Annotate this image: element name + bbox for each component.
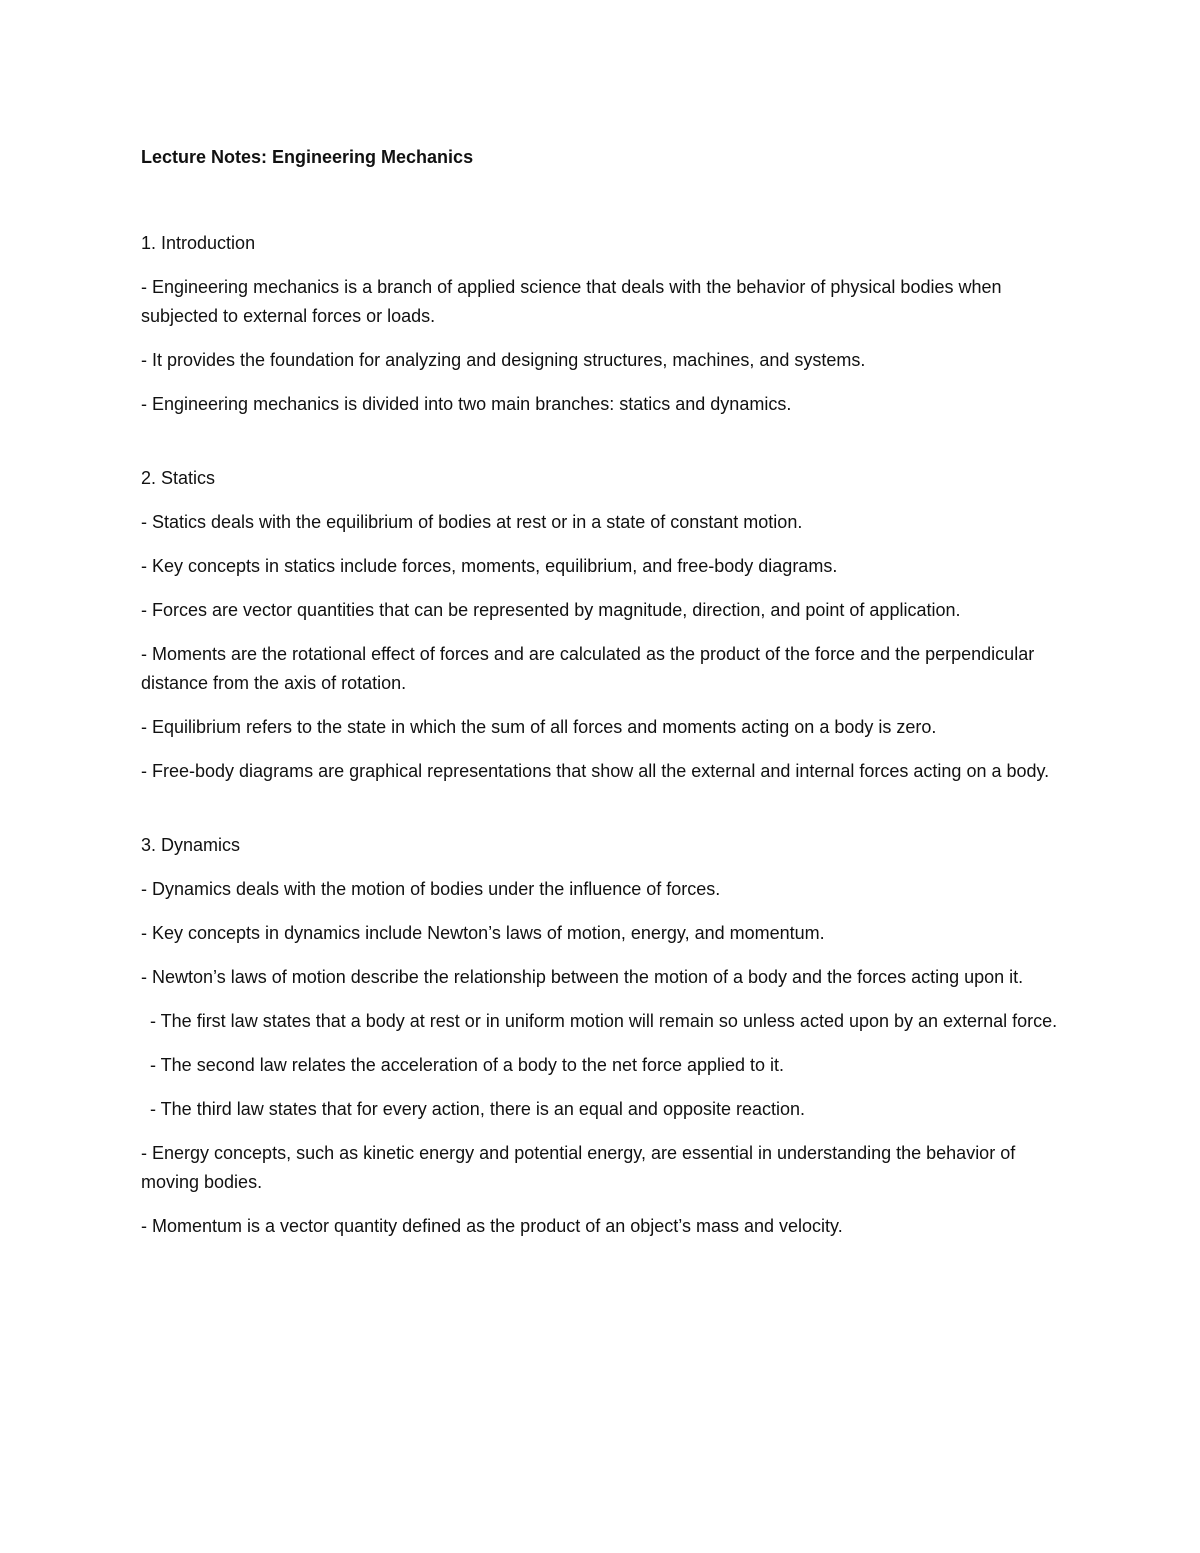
bullet-item: - Forces are vector quantities that can be represented by magnitude, direction, and point of application. — [141, 600, 961, 620]
bullet-item: - Momentum is a vector quantity defined as the product of an object’s mass and velocity. — [141, 1216, 843, 1236]
bullet-item: - Key concepts in dynamics include Newton’s laws of motion, energy, and momentum. — [141, 923, 825, 943]
bullet-item: - Dynamics deals with the motion of bodies under the influence of forces. — [141, 879, 721, 899]
bullet-item: - Engineering mechanics is a branch of applied science that deals with the behavior of physical bodies when subjected to external forces or loads. — [141, 277, 1002, 326]
section-statics — [141, 464, 1071, 786]
sub-bullet-item: - The first law states that a body at rest or in uniform motion will remain so unless acted upon by an external force. — [150, 1011, 1058, 1031]
document-title: Lecture Notes: Engineering Mechanics — [141, 147, 474, 167]
bullet-item: - Statics deals with the equilibrium of bodies at rest or in a state of constant motion. — [141, 512, 803, 532]
section-heading: 1. Introduction — [141, 233, 256, 253]
section-heading: 2. Statics — [141, 468, 216, 488]
bullet-item: - Key concepts in statics include forces, moments, equilibrium, and free-body diagrams. — [141, 556, 838, 576]
bullet-item: - Moments are the rotational effect of forces and are calculated as the product of the force and the perpendicular distance from the axis of rotation. — [141, 644, 1035, 693]
sub-bullet-item: - The second law relates the acceleration of a body to the net force applied to it. — [150, 1055, 785, 1075]
section-heading: 3. Dynamics — [141, 835, 241, 855]
section-introduction — [141, 229, 1071, 419]
bullet-item: - Newton’s laws of motion describe the relationship between the motion of a body and the forces acting upon it. — [141, 967, 1024, 987]
bullet-item: - Equilibrium refers to the state in which the sum of all forces and moments acting on a body is zero. — [141, 717, 937, 737]
document-body — [141, 143, 1071, 1256]
bullet-item: - It provides the foundation for analyzing and designing structures, machines, and systems. — [141, 350, 866, 370]
bullet-item: - Energy concepts, such as kinetic energy and potential energy, are essential in understanding the behavior of moving bodies. — [141, 1143, 1016, 1192]
bullet-item: - Free-body diagrams are graphical representations that show all the external and internal forces acting on a body. — [141, 761, 1050, 781]
bullet-item: - Engineering mechanics is divided into two main branches: statics and dynamics. — [141, 394, 792, 414]
sub-bullet-item: - The third law states that for every action, there is an equal and opposite reaction. — [150, 1099, 806, 1119]
section-dynamics — [141, 831, 1071, 1241]
